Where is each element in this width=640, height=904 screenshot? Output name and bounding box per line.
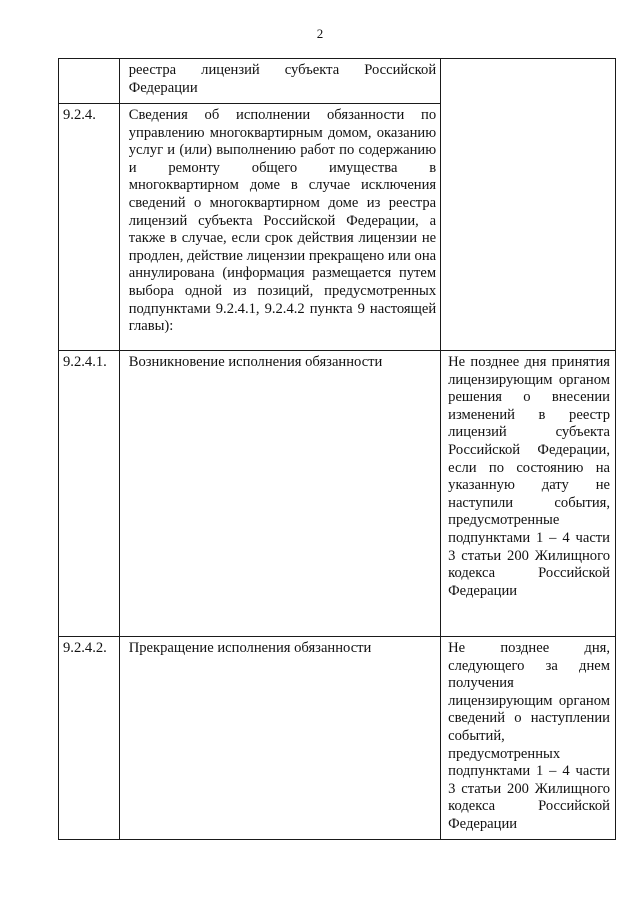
item-number-cell: 9.2.4.1. <box>59 351 120 637</box>
table-row <box>59 637 616 840</box>
item-deadline-cell: Не позднее дня, следующего за днем получения лицензирующим органом сведений о наступлении событий, предусмотренных подпунктами 1 – 4 части 3 статьи 200 Жилищного кодекса Российской Федерации <box>441 637 616 840</box>
item-description-cell: Сведения об исполнении обязанности по управлению многоквартирным домом, оказанию услуг и (или) выполнению работ по содержанию и ремонту общего имущества в многоквартирном доме в случае исключения сведений о многоквартирном доме из реестра лицензий субъекта Российской Федерации, а также в случае, если срок действия лицензии не продлен, действие лицензии прекращено или она аннулирована (информация размещается путем выбора одной из позиций, предусмотренных подпунктами 9.2.4.1, 9.2.4.2 пункта 9 настоящей главы): <box>119 104 440 351</box>
item-number-cell <box>59 59 120 104</box>
item-description-cell: Прекращение исполнения обязанности <box>119 637 440 840</box>
requirements-table <box>58 58 616 840</box>
item-description-cell: Возникновение исполнения обязанности <box>119 351 440 637</box>
item-number-cell: 9.2.4.2. <box>59 637 120 840</box>
item-deadline-cell <box>441 59 616 351</box>
item-description-cell: реестра лицензий субъекта Российской Федерации <box>119 59 440 104</box>
item-number-cell: 9.2.4. <box>59 104 120 351</box>
table-row <box>59 59 616 104</box>
item-deadline-cell: Не позднее дня принятия лицензирующим органом решения о внесении изменений в реестр лицензий субъекта Российской Федерации, если по состоянию на указанную дату не наступили события, предусмотренные подпунктами 1 – 4 части 3 статьи 200 Жилищного кодекса Российской Федерации <box>441 351 616 637</box>
page-number: 2 <box>316 26 324 41</box>
table-row <box>59 351 616 637</box>
